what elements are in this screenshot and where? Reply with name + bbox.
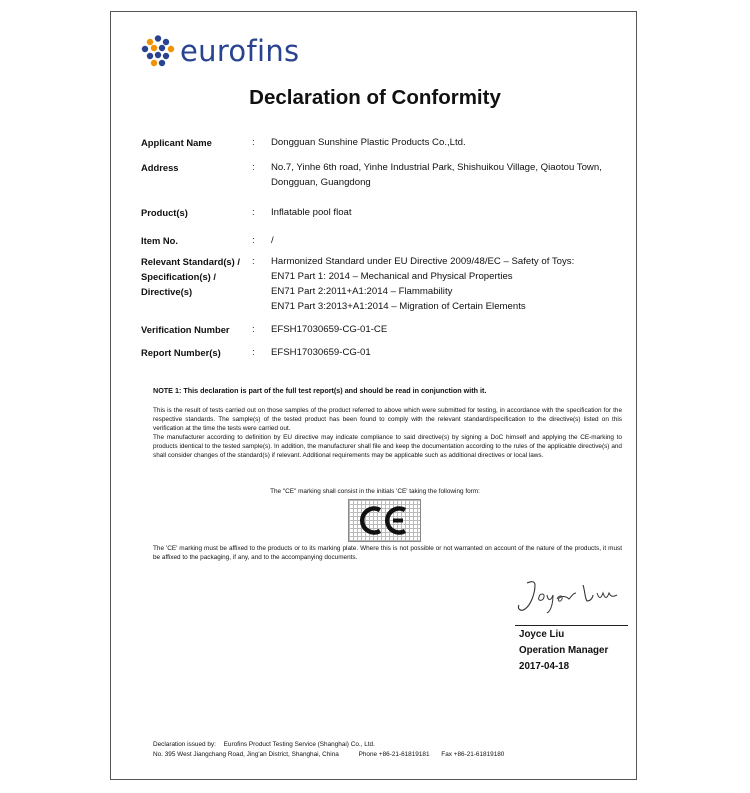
colon: : (252, 324, 255, 335)
signature-line (515, 625, 628, 626)
signatory-date: 2017-04-18 (519, 661, 570, 672)
item-no-value: / (271, 235, 274, 246)
paragraph-results: This is the result of tests carried out on those samples of the product referred to above which were submitted for testing, in accordance with the specification for the respective standards. The sample(s) of the tested product has been found to comply with the relevant standard/specification to the directive(s) listed on this verification at the time the tests were carried out. (153, 407, 622, 432)
item-no-label: Item No. (141, 235, 178, 246)
signatory-role: Operation Manager (519, 645, 609, 656)
address-line-2: Dongguan, Guangdong (271, 177, 371, 188)
signatory-name: Joyce Liu (519, 629, 565, 640)
footer-contact (153, 751, 504, 758)
address-label: Address (141, 162, 179, 173)
colon: : (252, 235, 255, 246)
paragraph-ce-marking: The 'CE' marking must be affixed to the products or to its marking plate. Where this is not possible or not warranted on account of the nature of the products, it must be affixed to the packaging, if any, and to the accompanying documents. (153, 545, 622, 561)
footer-issued (153, 741, 375, 748)
standards-label: Relevant Standard(s) / Specification(s) / Directive(s) (141, 256, 240, 297)
address-value (271, 160, 636, 190)
standards-value: Harmonized Standard under EU Directive 2009/48/EC – Safety of Toys: EN71 Part 1: 2014 – Mechanical and Physical Properties EN71 Part 2:2011+A1:2014 – Flammability EN71 Part 3:2013+A1:2014 – Migration of Certain Elements (271, 256, 575, 312)
applicant-value: Dongguan Sunshine Plastic Products Co.,Ltd. (271, 137, 466, 148)
colon: : (252, 207, 255, 218)
eurofins-logo (141, 34, 299, 68)
applicant-label: Applicant Name (141, 137, 212, 148)
signature (513, 575, 625, 617)
footer-address: No. 395 West Jiangchang Road, Jing'an District, Shanghai, China (153, 751, 339, 758)
footer-phone: Phone +86-21-61819181 (358, 751, 430, 758)
footer-issuer: Eurofins Product Testing Service (Shanghai) Co., Ltd. (223, 741, 375, 748)
products-value: Inflatable pool float (271, 207, 352, 218)
ce-intro-text: The "CE" marking shall consist in the initials 'CE' taking the following form: (270, 488, 480, 495)
page-title: Declaration of Conformity (249, 86, 501, 109)
colon: : (252, 347, 255, 358)
address-line-1: No.7, Yinhe 6th road, Yinhe Industrial Park, Shishuikou Village, Qiaotou Town, (271, 162, 602, 173)
ce-mark (348, 499, 421, 542)
colon: : (252, 137, 255, 148)
verification-value: EFSH17030659-CG-01-CE (271, 324, 388, 335)
footer-fax: Fax +86-21-61819180 (441, 751, 505, 758)
eurofins-dots-icon (141, 35, 175, 67)
footer-issued-label: Declaration issued by: (153, 741, 216, 748)
report-label: Report Number(s) (141, 347, 221, 358)
products-label: Product(s) (141, 207, 188, 218)
colon: : (252, 256, 255, 267)
report-value: EFSH17030659-CG-01 (271, 347, 371, 358)
colon: : (252, 162, 255, 173)
eurofins-wordmark: eurofins (180, 34, 300, 68)
note-1: NOTE 1: This declaration is part of the full test report(s) and should be read in conjunction with it. (153, 386, 487, 395)
verification-label: Verification Number (141, 324, 230, 335)
ce-mark-icon (349, 500, 420, 541)
paragraph-manufacturer: The manufacturer according to definition by EU directive may indicate compliance to said directive(s) by signing a DoC himself and applying the CE-marking to products identical to the tested sample(s). In addition, the manufacturer shall file and keep the documentation according to the rules of the applicable directive(s) and shall consider changes of the standard(s) if relevant. Additional requirements may be applicable such as additional directives or local laws. (153, 434, 622, 459)
